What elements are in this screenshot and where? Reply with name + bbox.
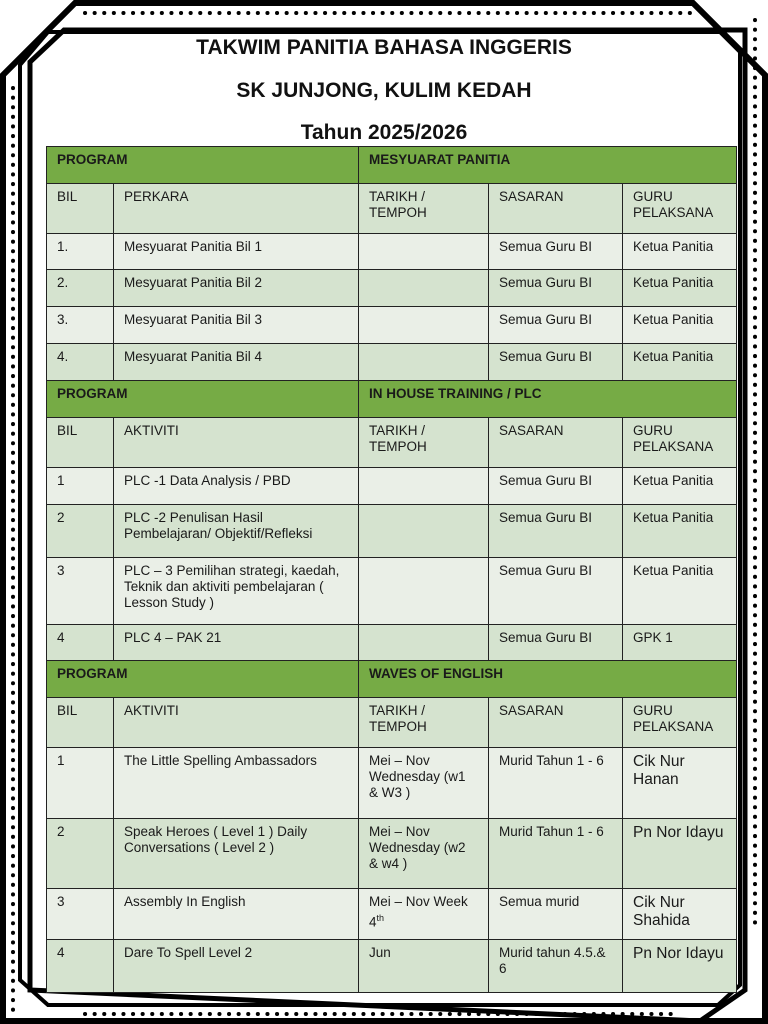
- cell-teacher: Ketua Panitia: [623, 270, 737, 307]
- cell-teacher: Ketua Panitia: [623, 558, 737, 625]
- cell-activity: Speak Heroes ( Level 1 ) Daily Conversations ( Level 2 ): [114, 819, 359, 889]
- column-header-activity: PERKARA: [114, 184, 359, 234]
- section-name: IN HOUSE TRAINING / PLC: [359, 381, 737, 418]
- table-row: [47, 558, 737, 625]
- cell-activity: PLC -1 Data Analysis / PBD: [114, 468, 359, 505]
- cell-bil: 2.: [47, 270, 114, 307]
- cell-activity: The Little Spelling Ambassadors: [114, 748, 359, 819]
- cell-teacher: Ketua Panitia: [623, 505, 737, 558]
- cell-activity: Mesyuarat Panitia Bil 2: [114, 270, 359, 307]
- section-header-row: [47, 147, 737, 184]
- document-title: TAKWIM PANITIA BAHASA INGGERIS: [196, 36, 572, 59]
- cell-activity: PLC – 3 Pemilihan strategi, kaedah, Teknik dan aktiviti pembelajaran ( Lesson Study ): [114, 558, 359, 625]
- column-header-row: [47, 184, 737, 234]
- cell-target: Semua Guru BI: [489, 270, 623, 307]
- cell-teacher: Cik Nur Hanan: [623, 748, 737, 819]
- column-header-target: SASARAN: [489, 698, 623, 748]
- cell-bil: 3.: [47, 307, 114, 344]
- cell-date: [359, 234, 489, 270]
- cell-target: Semua Guru BI: [489, 468, 623, 505]
- cell-target: Murid Tahun 1 - 6: [489, 748, 623, 819]
- column-header-date: TARIKH / TEMPOH: [359, 698, 489, 748]
- column-header-activity: AKTIVITI: [114, 418, 359, 468]
- cell-date: [359, 344, 489, 381]
- table-row: [47, 748, 737, 819]
- cell-bil: 1: [47, 748, 114, 819]
- cell-bil: 4: [47, 940, 114, 993]
- table-row: [47, 344, 737, 381]
- cell-teacher: Cik Nur Shahida: [623, 889, 737, 940]
- table-row: [47, 468, 737, 505]
- column-header-target: SASARAN: [489, 418, 623, 468]
- cell-date: [359, 625, 489, 661]
- ordinal-suffix: th: [376, 913, 385, 923]
- column-header-date: TARIKH / TEMPOH: [359, 184, 489, 234]
- table-row: [47, 270, 737, 307]
- column-header-activity: AKTIVITI: [114, 698, 359, 748]
- column-header-bil: BIL: [47, 418, 114, 468]
- table-row: [47, 625, 737, 661]
- cell-date: [359, 505, 489, 558]
- section-name: WAVES OF ENGLISH: [359, 661, 737, 698]
- cell-date: Mei – Nov Week 4th: [359, 889, 489, 940]
- cell-teacher: GPK 1: [623, 625, 737, 661]
- column-header-row: [47, 698, 737, 748]
- cell-target: Semua Guru BI: [489, 505, 623, 558]
- cell-target: Semua Guru BI: [489, 344, 623, 381]
- column-header-date: TARIKH / TEMPOH: [359, 418, 489, 468]
- cell-bil: 3: [47, 558, 114, 625]
- section-header-row: [47, 661, 737, 698]
- cell-target: Semua Guru BI: [489, 234, 623, 270]
- table-row: [47, 505, 737, 558]
- cell-teacher: Pn Nor Idayu: [623, 819, 737, 889]
- cell-bil: 2: [47, 505, 114, 558]
- cell-date: Mei – Nov Wednesday (w1 & W3 ): [359, 748, 489, 819]
- cell-activity: Assembly In English: [114, 889, 359, 940]
- column-header-teacher: GURU PELAKSANA: [623, 418, 737, 468]
- column-header-teacher: GURU PELAKSANA: [623, 184, 737, 234]
- section-header-row: [47, 381, 737, 418]
- column-header-row: [47, 418, 737, 468]
- cell-date: [359, 468, 489, 505]
- cell-date: Mei – Nov Wednesday (w2 & w4 ): [359, 819, 489, 889]
- cell-date: [359, 270, 489, 307]
- cell-bil: 2: [47, 819, 114, 889]
- table-row: [47, 889, 737, 940]
- column-header-target: SASARAN: [489, 184, 623, 234]
- cell-date: Jun: [359, 940, 489, 993]
- cell-teacher: Pn Nor Idayu: [623, 940, 737, 993]
- column-header-teacher: GURU PELAKSANA: [623, 698, 737, 748]
- section-name: MESYUARAT PANITIA: [359, 147, 737, 184]
- column-header-bil: BIL: [47, 184, 114, 234]
- cell-teacher: Ketua Panitia: [623, 234, 737, 270]
- cell-bil: 1.: [47, 234, 114, 270]
- column-header-bil: BIL: [47, 698, 114, 748]
- cell-bil: 3: [47, 889, 114, 940]
- program-label: PROGRAM: [47, 661, 359, 698]
- cell-activity: Mesyuarat Panitia Bil 4: [114, 344, 359, 381]
- year-heading: Tahun 2025/2026: [300, 121, 468, 144]
- cell-teacher: Ketua Panitia: [623, 344, 737, 381]
- cell-date: [359, 307, 489, 344]
- program-label: PROGRAM: [47, 147, 359, 184]
- school-name: SK JUNJONG, KULIM KEDAH: [236, 79, 532, 102]
- cell-activity: Mesyuarat Panitia Bil 3: [114, 307, 359, 344]
- cell-teacher: Ketua Panitia: [623, 468, 737, 505]
- cell-target: Semua murid: [489, 889, 623, 940]
- table-row: [47, 307, 737, 344]
- table-row: [47, 819, 737, 889]
- cell-activity: PLC 4 – PAK 21: [114, 625, 359, 661]
- table-row: [47, 940, 737, 993]
- cell-target: Semua Guru BI: [489, 625, 623, 661]
- program-label: PROGRAM: [47, 381, 359, 418]
- cell-bil: 4.: [47, 344, 114, 381]
- cell-bil: 1: [47, 468, 114, 505]
- cell-date: [359, 558, 489, 625]
- cell-target: Semua Guru BI: [489, 558, 623, 625]
- cell-bil: 4: [47, 625, 114, 661]
- takwim-table: [46, 146, 737, 993]
- cell-activity: PLC -2 Penulisan Hasil Pembelajaran/ Objektif/Refleksi: [114, 505, 359, 558]
- cell-target: Murid Tahun 1 - 6: [489, 819, 623, 889]
- cell-teacher: Ketua Panitia: [623, 307, 737, 344]
- cell-target: Murid tahun 4.5.& 6: [489, 940, 623, 993]
- table-row: [47, 234, 737, 270]
- cell-activity: Mesyuarat Panitia Bil 1: [114, 234, 359, 270]
- cell-target: Semua Guru BI: [489, 307, 623, 344]
- cell-activity: Dare To Spell Level 2: [114, 940, 359, 993]
